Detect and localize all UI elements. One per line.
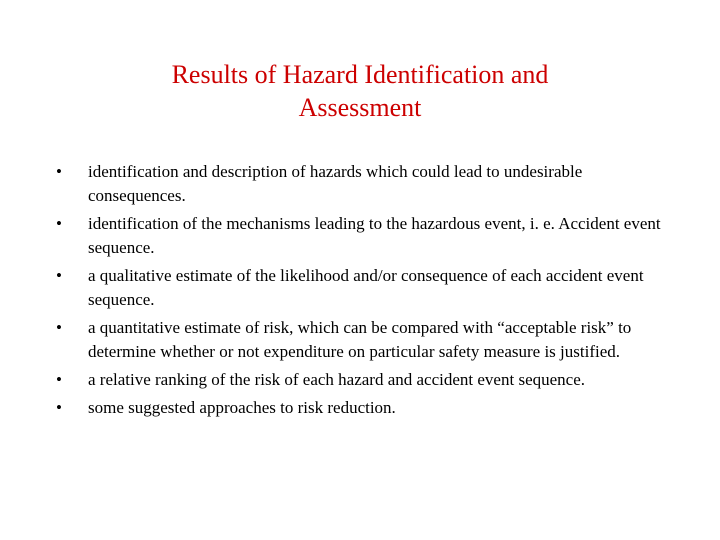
- bullet-item-3: [56, 264, 676, 312]
- bullet-icon: •: [56, 266, 62, 285]
- bullet-item-1: [56, 160, 676, 208]
- bullet-text-4: a quantitative estimate of risk, which can be compared with “acceptable risk” to determine whether or not expenditure on particular safety measure is justified.: [88, 318, 632, 361]
- bullet-item-2: [56, 212, 676, 260]
- bullet-icon: •: [56, 398, 62, 417]
- bullet-icon: •: [56, 318, 62, 337]
- bullet-text-2: identification of the mechanisms leading to the hazardous event, i. e. Accident event sequence.: [88, 214, 661, 257]
- bullet-item-6: [56, 396, 676, 420]
- title-line-1: Results of Hazard Identification and: [171, 60, 549, 89]
- bullet-list: [56, 160, 676, 424]
- bullet-text-3: a qualitative estimate of the likelihood and/or consequence of each accident event sequence.: [88, 266, 644, 309]
- slide-title: [60, 58, 660, 124]
- title-line-2: Assessment: [298, 93, 422, 122]
- bullet-text-6: some suggested approaches to risk reduction.: [88, 398, 396, 417]
- bullet-item-5: [56, 368, 676, 392]
- bullet-icon: •: [56, 162, 62, 181]
- bullet-text-5: a relative ranking of the risk of each hazard and accident event sequence.: [88, 370, 586, 389]
- bullet-item-4: [56, 316, 676, 364]
- bullet-icon: •: [56, 214, 62, 233]
- bullet-icon: •: [56, 370, 62, 389]
- bullet-text-1: identification and description of hazards which could lead to undesirable consequences.: [88, 162, 583, 205]
